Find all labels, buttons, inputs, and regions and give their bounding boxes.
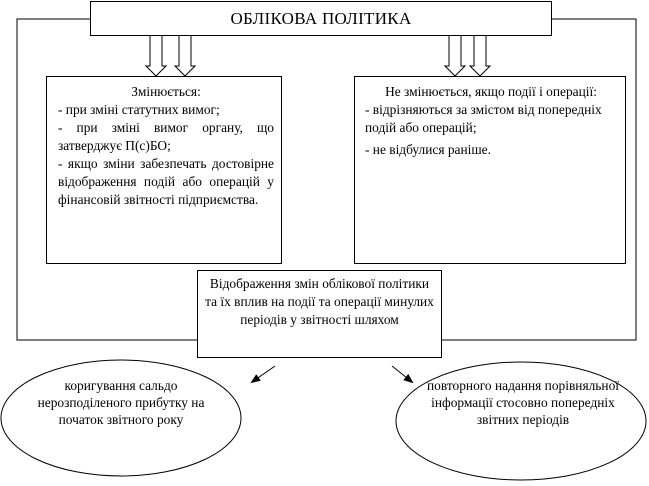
method-left-text: коригування сальдо нерозподіленого прибутку на початок звітного року	[37, 378, 205, 427]
changes-item: - при зміні вимог органу, що затверджує П(с)БО;	[58, 120, 274, 153]
double-arrow-right	[445, 36, 490, 76]
changes-item: - при зміні статутних вимог;	[58, 102, 220, 117]
title-text: ОБЛІКОВА ПОЛІТИКА	[230, 8, 412, 28]
changes-heading: Змінюється:	[131, 84, 201, 99]
method-right-text: повторного надання порівняльної інформації стосовно попередніх звітних періодів	[427, 378, 619, 427]
reflection-text: Відображення змін облікової політики та їх вплив на події та операції минулих періодів у звітності шляхом	[205, 276, 434, 327]
double-arrow-left	[146, 36, 195, 76]
no-changes-item: - не відбулися раніше.	[365, 142, 491, 157]
changes-item: - якщо зміни забезпечать достовірне відображення подій або операцій у фінансовій звітності підприємства.	[58, 156, 274, 207]
arrow-to-right-ellipse	[392, 366, 412, 382]
changes-box	[46, 76, 282, 264]
title-box	[90, 1, 552, 36]
no-changes-heading: Не змінюється, якщо події і операції:	[385, 84, 597, 99]
no-changes-box	[354, 76, 626, 264]
arrow-to-left-ellipse	[252, 366, 275, 382]
no-changes-item: - відрізняються за змістом від попередніх подій або операцій;	[365, 102, 602, 135]
reflection-box	[197, 270, 442, 358]
